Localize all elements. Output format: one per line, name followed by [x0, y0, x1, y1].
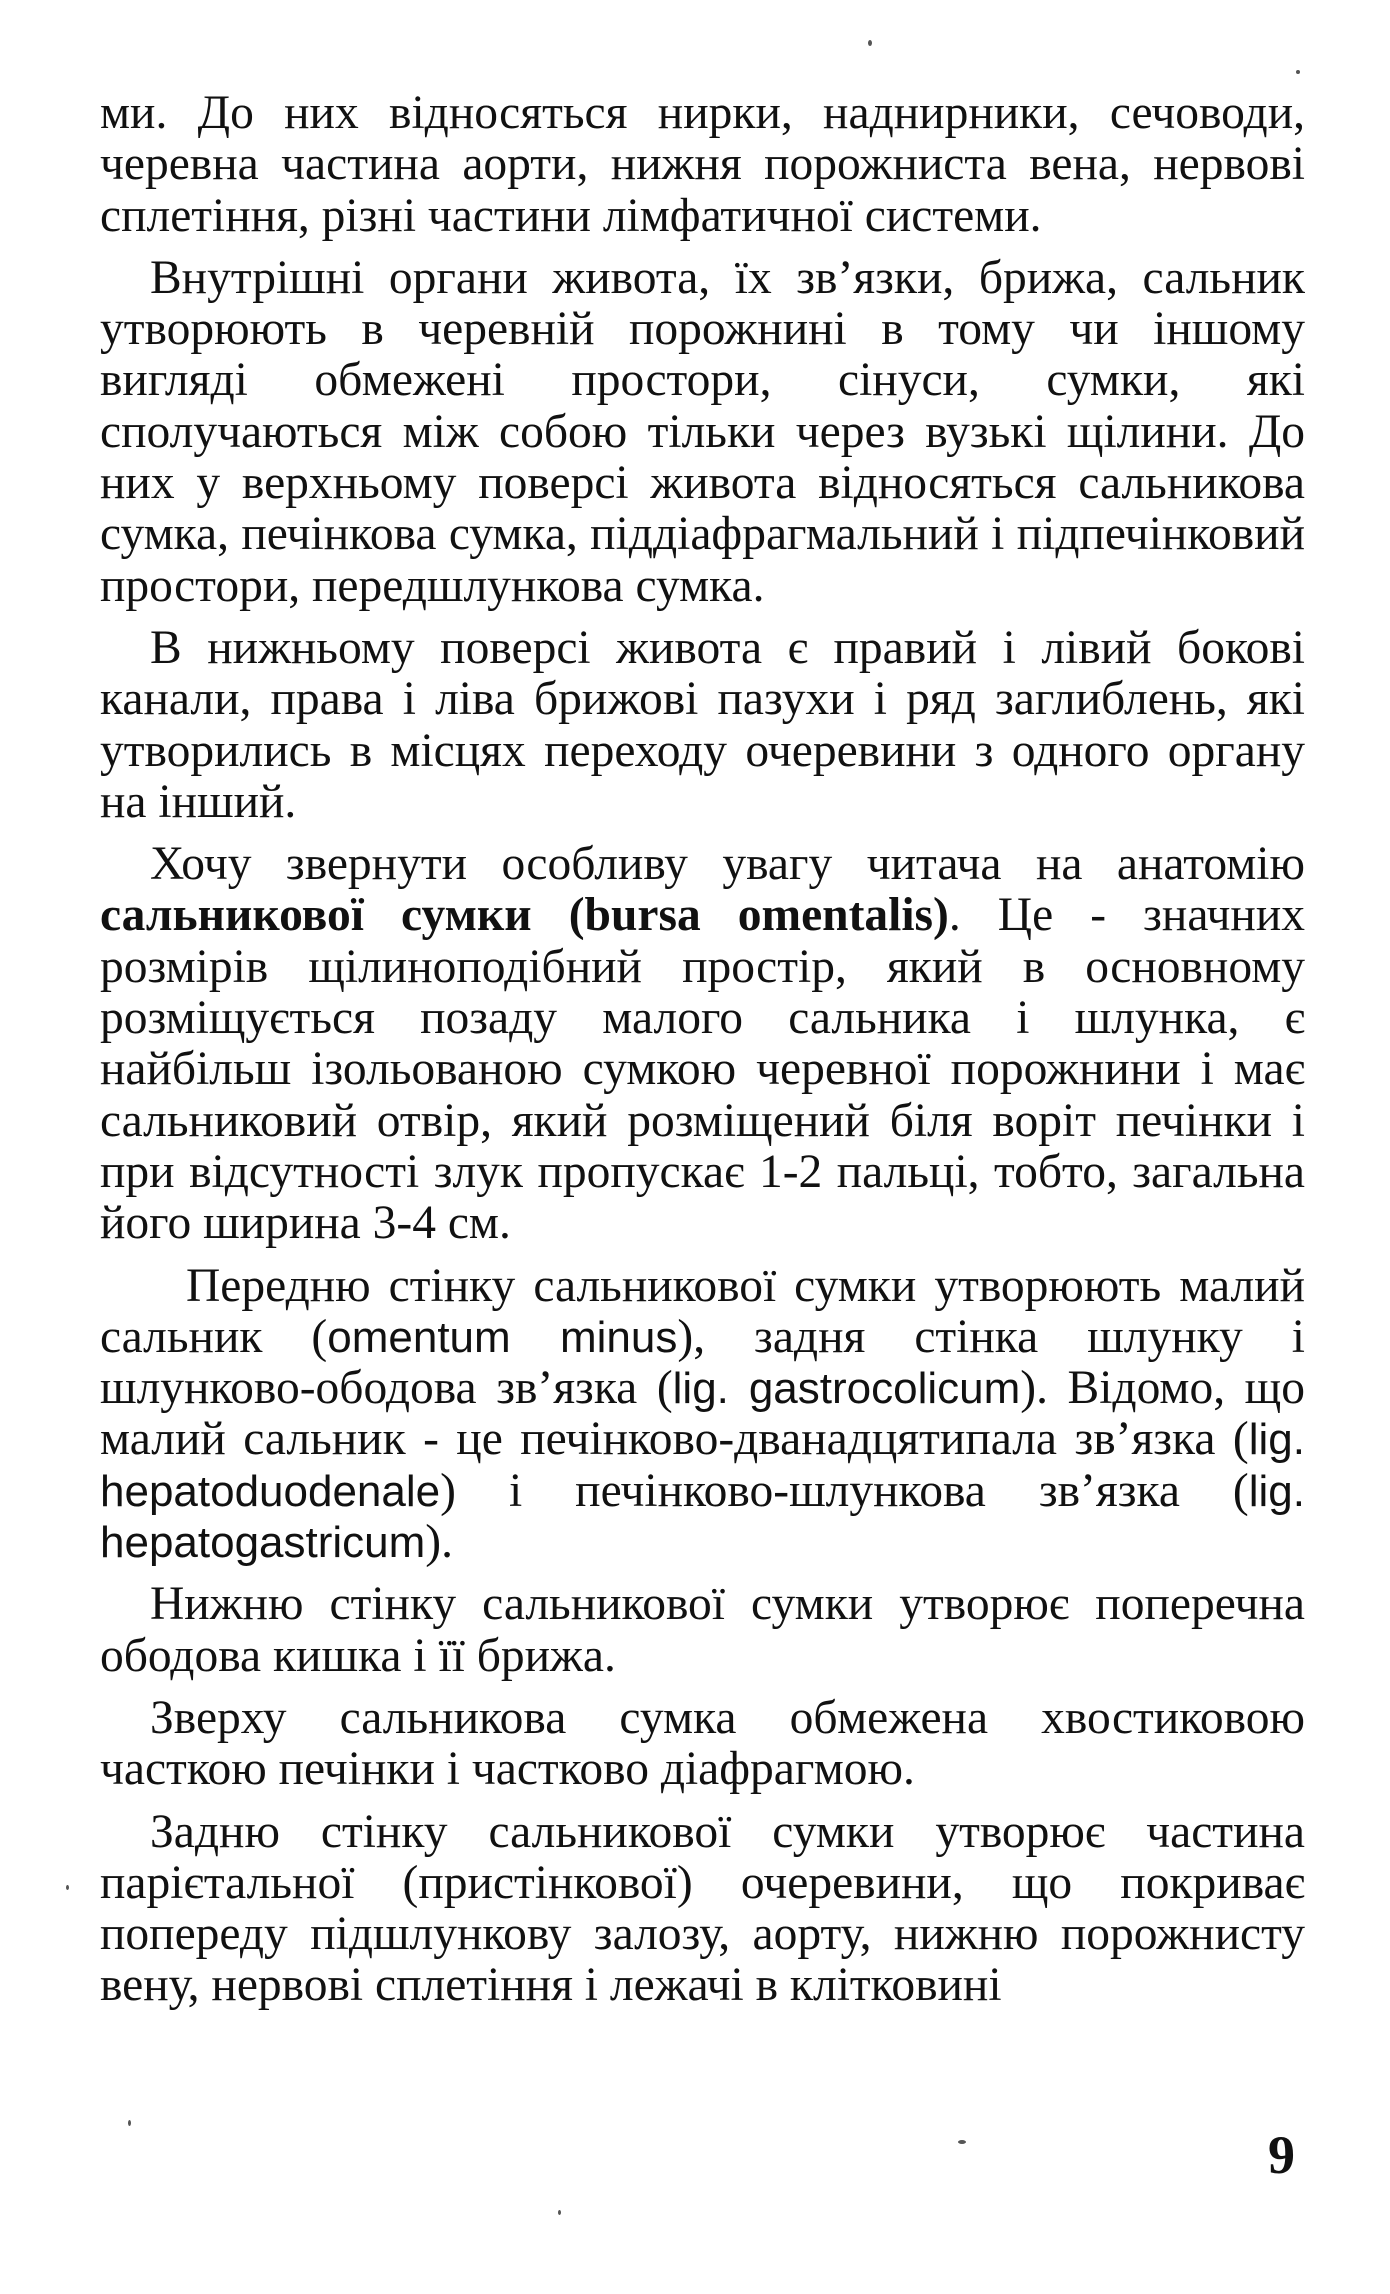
paragraph-5-seg5: ). — [425, 1516, 453, 1569]
scan-speck — [66, 1885, 69, 1890]
scan-speck — [1296, 70, 1300, 74]
scan-speck — [958, 2140, 966, 2144]
page-body — [100, 88, 1305, 2012]
lig-hepatoduodenale-term: lig. hepatoduodenale — [100, 1415, 1305, 1516]
paragraph-5-seg2: ), задня стінка шлунку і шлунково-ободова зв’язка ( — [100, 1310, 1305, 1415]
scan-speck — [868, 40, 872, 46]
paragraph-4-rest: . Це - значних розмірів щілиноподібний простір, який в основному розміщується позаду малого сальника і шлунка, є найбільш ізольованою сумкою черевної порожнини і має сальниковий отвір, який розміщений біля воріт печінки і при відсутності злук пропускає 1-2 пальці, тобто, загальна його ширина 3-4 см. — [100, 889, 1305, 1250]
paragraph-5 — [100, 1261, 1305, 1569]
paragraph-1: ми. До них відносяться нирки, наднирники, сечоводи, черевна частина аорти, нижня порожниста вена, нервові сплетіння, різні частини лімфатичної системи. — [100, 87, 1305, 242]
page-number: 9 — [1268, 2125, 1295, 2185]
scan-speck — [558, 2210, 561, 2215]
paragraph-3: В нижньому поверсі живота є правий і лівий бокові канали, права і ліва брижові пазухи і ряд заглиблень, які утворились в місцях переходу очеревини з одного органу на інший. — [100, 621, 1305, 828]
paragraph-6: Нижню стінку сальникової сумки утворює поперечна ободова кишка і її брижа. — [100, 1578, 1305, 1682]
omentum-minus-term: omentum minus — [327, 1312, 678, 1362]
paragraph-5-seg1: Передню стінку сальникової сумки утворюють малий сальник ( — [100, 1259, 1305, 1363]
paragraph-2: Внутрішні органи живота, їх зв’язки, брижа, сальник утворюють в черевній порожнині в тому чи іншому вигляді обмежені простори, сінуси, сумки, які сполучаються між собою тільки через вузькі щілини. До них у верхньому поверсі живота відносяться сальникова сумка, печінкова сумка, піддіафрагмальний і підпечінковий простори, передшлункова сумка. — [100, 251, 1305, 612]
bursa-omentalis-term: сальникової сумки (bursa omentalis) — [100, 889, 949, 942]
scan-speck — [128, 2120, 131, 2126]
paragraph-5-seg4: ) і печінково-шлункова зв’язка ( — [440, 1464, 1249, 1517]
lig-gastrocolicum-term: lig. gastrocolicum — [672, 1364, 1021, 1414]
paragraph-5-seg3: ). Відомо, що малий сальник - це печінково-дванадцятипала зв’язка ( — [100, 1362, 1305, 1466]
lig-hepatogastricum-term: lig. hepatogastricum — [100, 1466, 1305, 1568]
paragraph-4-lead: Хочу звернути особливу увагу читача на анатомію — [150, 838, 1305, 891]
paragraph-8: Задню стінку сальникової сумки утворює частина парієтальної (пристінкової) очеревини, що покриває попереду підшлункову залозу, аорту, нижню порожнисту вену, нервові сплетіння і лежачі в клітковині — [100, 1805, 1305, 2012]
paragraph-4 — [100, 839, 1305, 1249]
paragraph-7: Зверху сальникова сумка обмежена хвостиковою часткою печінки і частково діафрагмою. — [100, 1691, 1305, 1796]
